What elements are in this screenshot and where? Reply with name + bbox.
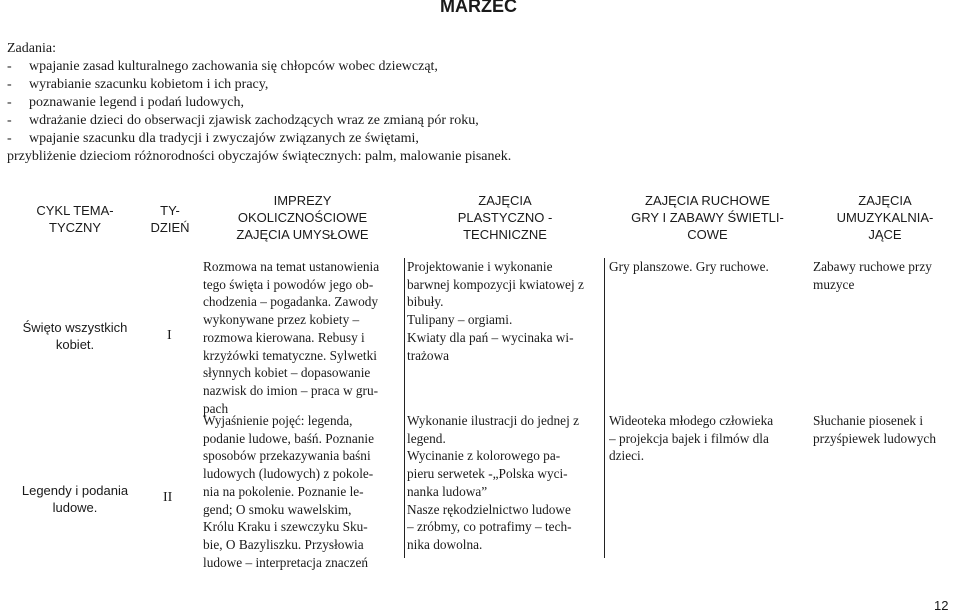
header-line: UMUZYKALNIA- bbox=[836, 210, 934, 225]
cell-line: Wyjaśnienie pojęć: legenda, bbox=[203, 413, 353, 428]
row-cycle-line: kobiet. bbox=[55, 337, 95, 352]
header-line: ZAJĘCIA bbox=[858, 193, 912, 208]
cell-line: Wykonanie ilustracji do jednej z bbox=[407, 413, 580, 428]
tasks-list bbox=[7, 58, 952, 148]
task-item: - poznawanie legend i podań ludowych, bbox=[7, 94, 952, 112]
cell-line: wykonywane przez kobiety – bbox=[203, 312, 360, 328]
task-item: - wdrażanie dzieci do obserwacji zjawisk zachodzących wraz ze zmianą pór roku, bbox=[7, 112, 952, 130]
plan-table bbox=[0, 180, 960, 600]
header-line: ZAJĘCIA UMYSŁOWE bbox=[236, 227, 369, 242]
cell-line: Tulipany – orgiami. bbox=[407, 312, 513, 328]
row-movement-cell bbox=[609, 258, 809, 276]
cell-line: słynnych kobiet – dopasowanie bbox=[203, 365, 371, 381]
cell-line: dzieci. bbox=[609, 448, 645, 464]
cell-line: podanie ludowe, baśń. Poznanie bbox=[203, 430, 374, 446]
cell-line: Królu Kraku i szewczyku Sku- bbox=[203, 519, 368, 535]
cell-line: – projekcja bajek i filmów dla bbox=[609, 430, 769, 446]
header-line: CYKL TEMA- bbox=[36, 203, 114, 218]
cell-line: Gry planszowe. Gry ruchowe. bbox=[609, 259, 769, 274]
column-divider bbox=[404, 258, 405, 558]
cell-line: barwnej kompozycji kwiatowej z bbox=[407, 276, 584, 292]
cell-line: gend; O smoku wawelskim, bbox=[203, 501, 352, 517]
cell-line: nika dowolna. bbox=[407, 536, 483, 552]
cell-line: – zróbmy, co potrafimy – tech- bbox=[407, 519, 572, 535]
header-line: ZAJĘCIA bbox=[478, 193, 532, 208]
cell-line: przyśpiewek ludowych bbox=[813, 430, 936, 446]
cell-line: Wycinanie z kolorowego pa- bbox=[407, 448, 561, 464]
cell-line: Rozmowa na temat ustanowienia bbox=[203, 259, 380, 274]
row-movement-cell bbox=[609, 412, 809, 465]
cell-line: pach bbox=[203, 400, 229, 416]
column-divider bbox=[604, 258, 605, 558]
cell-line: Nasze rękodzielnictwo ludowe bbox=[407, 501, 571, 517]
cell-line: Słuchanie piosenek i bbox=[813, 413, 924, 428]
row-cycle-label bbox=[5, 319, 145, 353]
header-events bbox=[200, 192, 405, 243]
cell-line: krzyżówki tematyczne. Sylwetki bbox=[203, 347, 377, 363]
header-line: ZAJĘCIA RUCHOWE bbox=[645, 193, 770, 208]
row-music-cell bbox=[813, 412, 958, 447]
header-line: OKOLICZNOŚCIOWE bbox=[237, 210, 368, 225]
header-line: PLASTYCZNO - bbox=[457, 210, 553, 225]
row-art-cell bbox=[407, 258, 604, 364]
row-cycle-label bbox=[5, 482, 145, 516]
header-line: TECHNICZNE bbox=[463, 227, 547, 242]
task-item: - wpajanie szacunku dla tradycji i zwyczajów związanych ze świętami, bbox=[7, 130, 952, 148]
header-week bbox=[140, 202, 200, 236]
cell-line: Projektowanie i wykonanie bbox=[407, 259, 553, 274]
cell-line: legend. bbox=[407, 430, 446, 446]
tasks-heading: Zadania: bbox=[7, 41, 56, 56]
header-music bbox=[810, 192, 960, 243]
header-line: TY- bbox=[160, 203, 180, 218]
cell-line: Kwiaty dla pań – wycinaka wi- bbox=[407, 329, 574, 345]
cell-line: nazwisk do imion – praca w gru- bbox=[203, 382, 379, 398]
row-music-cell bbox=[813, 258, 958, 293]
tasks-section bbox=[7, 40, 952, 166]
header-line: GRY I ZABAWY ŚWIETLI- bbox=[631, 210, 784, 225]
cell-line: nanka ludowa” bbox=[407, 483, 488, 499]
row-cycle-line: Legendy i podania bbox=[21, 483, 129, 498]
cell-line: muzyce bbox=[813, 276, 855, 292]
page-title: MARZEC bbox=[440, 0, 517, 16]
header-line: JĄCE bbox=[868, 227, 902, 242]
header-line: DZIEŃ bbox=[150, 220, 190, 235]
cell-line: tego święta i powodów jego ob- bbox=[203, 276, 374, 292]
row-art-cell bbox=[407, 412, 604, 554]
page-number: 12 bbox=[934, 598, 949, 613]
header-line: TYCZNY bbox=[49, 220, 101, 235]
cell-line: pieru serwetek -„Polska wyci- bbox=[407, 466, 568, 482]
task-item: - wpajanie zasad kulturalnego zachowania się chłopców wobec dziewcząt, bbox=[7, 58, 952, 76]
header-cycle bbox=[10, 202, 140, 236]
row-cycle-line: ludowe. bbox=[52, 500, 98, 515]
header-art bbox=[405, 192, 605, 243]
cell-line: trażowa bbox=[407, 347, 450, 363]
task-item: - wyrabianie szacunku kobietom i ich pracy, bbox=[7, 76, 952, 94]
row-cycle-line: Święto wszystkich bbox=[22, 320, 128, 335]
row-week-number: I bbox=[167, 328, 172, 343]
header-line: COWE bbox=[687, 227, 728, 242]
row-week-number: II bbox=[163, 490, 173, 505]
cell-line: nia na pokolenie. Poznanie le- bbox=[203, 483, 364, 499]
row-events-cell bbox=[203, 412, 403, 571]
cell-line: chodzenia – pogadanka. Zawody bbox=[203, 294, 379, 310]
cell-line: ludowych (ludowych) z pokole- bbox=[203, 466, 374, 482]
cell-line: ludowe – interpretacja znaczeń bbox=[203, 554, 369, 570]
cell-line: sposobów przekazywania baśni bbox=[203, 448, 371, 464]
cell-line: rozmowa kierowana. Rebusy i bbox=[203, 329, 365, 345]
cell-line: Zabawy ruchowe przy bbox=[813, 259, 932, 274]
cell-line: bibuły. bbox=[407, 294, 444, 310]
task-last-line: przybliżenie dzieciom różnorodności obyczajów świątecznych: palm, malowanie pisanek. bbox=[7, 149, 512, 164]
row-events-cell bbox=[203, 258, 403, 417]
header-line: IMPREZY bbox=[273, 193, 332, 208]
header-movement bbox=[605, 192, 810, 243]
cell-line: Wideoteka młodego człowieka bbox=[609, 413, 774, 428]
cell-line: bie, O Bazyliszku. Przysłowia bbox=[203, 536, 364, 552]
